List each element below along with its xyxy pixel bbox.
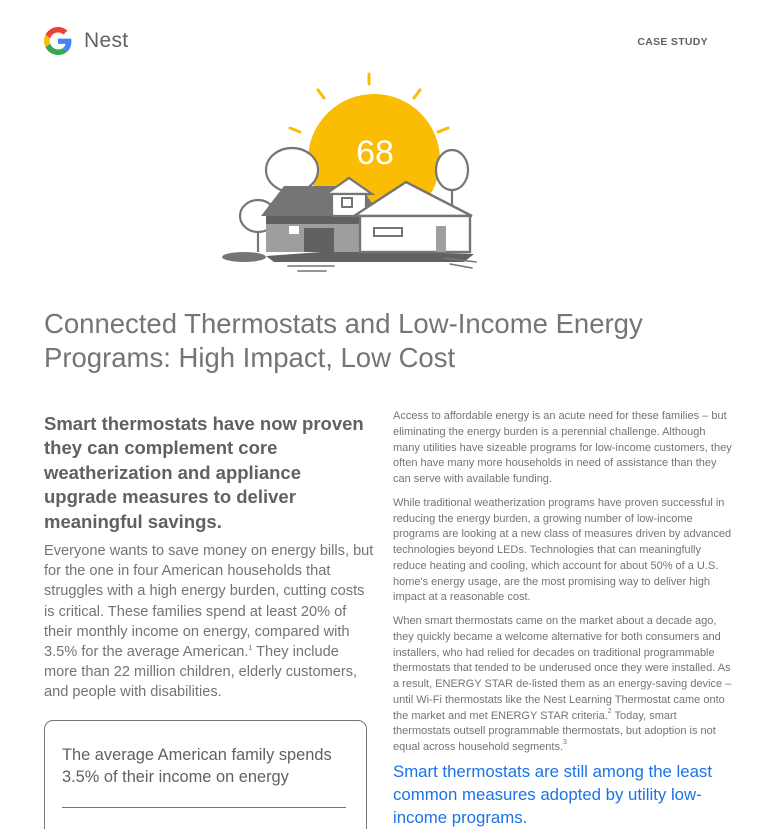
body-column <box>393 409 733 764</box>
callout-divider <box>62 807 346 808</box>
intro-paragraph <box>44 541 374 703</box>
lead-paragraph: Smart thermostats have now proven they can complement core weatherization and appliance upgrade measures to deliver meaningful savings. <box>44 413 364 532</box>
intro-text-end: They include more than 22 million children, elderly customers, and people with disabilities. <box>44 644 358 701</box>
footnote-ref: 1 <box>248 645 253 653</box>
house-sun-illustration <box>214 66 484 280</box>
thermostat-temperature: 68 <box>356 134 394 172</box>
body-paragraph-3-text-end: Today, smart thermostats outsell programmable thermostats, but adoption is not equal across household segments. <box>393 709 716 753</box>
google-g-icon <box>44 27 72 55</box>
hero-illustration <box>214 66 484 280</box>
pull-quote: Smart thermostats are still among the least common measures adopted by utility low-income programs. <box>393 762 712 827</box>
body-paragraph-2: While traditional weatherization programs have proven successful in reducing the energy burden, a growing number of low-income programs are looking at a new class of measures driven by advanced technologies beyond LEDs. Technologies that can meaningfully reduce heating and cooling, which account for about 50% of a U.S. home's energy usage, are the most promising way to deliver high impact at a reasonable cost. <box>393 496 732 604</box>
body-paragraph-3-text: When smart thermostats came on the market about a decade ago, they quickly became a welcome alternative for both consumers and installers, who had relied for decades on traditional programmable thermostats that tended to be underused once they were installed. As a result, ENERGY STAR de-listed them as an energy-saving device – until Wi-Fi thermostats like the Nest Learning Thermostat came onto the market and met ENERGY STAR criteria. <box>393 615 732 722</box>
footnote-ref: 3 <box>563 739 567 746</box>
document-type-label: CASE STUDY <box>637 36 708 48</box>
stat-callout-box <box>44 720 367 829</box>
google-nest-logo <box>44 27 128 55</box>
body-paragraph-3 <box>393 614 733 756</box>
document-title: Connected Thermostats and Low-Income Energy Programs: High Impact, Low Cost <box>44 308 643 373</box>
intro-text: Everyone wants to save money on energy bills, but for the one in four American households that struggles with a high energy burden, cutting costs is critical. These families spend at least 20% of their monthly income on energy, compared with 3.5% for the average American. <box>44 543 374 661</box>
body-paragraph-1: Access to affordable energy is an acute need for these families – but eliminating the energy burden is a perennial challenge. Although many utilities have sizeable programs for low-income customers, they often have many more households in need of assistance than they can serve with available funding. <box>393 410 732 485</box>
callout-text: The average American family spends 3.5% of their income on energy <box>62 746 332 786</box>
brand-name: Nest <box>84 29 129 52</box>
footnote-ref: 2 <box>607 707 612 715</box>
